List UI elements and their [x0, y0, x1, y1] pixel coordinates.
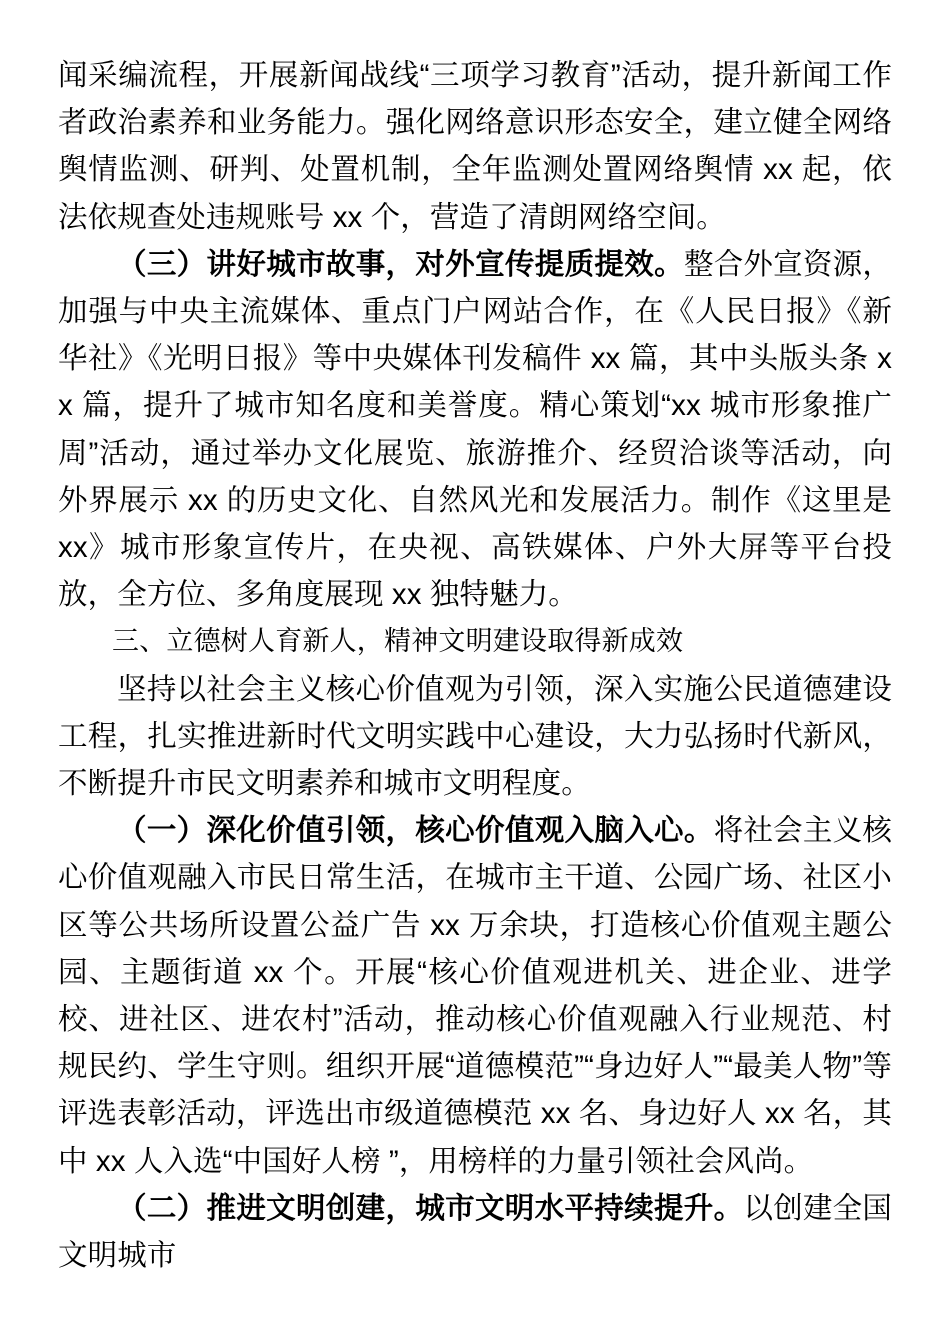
- paragraph-deepen-value-guidance: [58, 807, 892, 1185]
- paragraph-body-sub-one: 将社会主义核心价值观融入市民日常生活，在城市主干道、公园广场、社区小区等公共场所设置公益广告 xx 万余块，打造核心价值观主题公园、主题街道 xx 个。开展“核心价值观进机关、进企业、进学校、进社区、进农村”活动，推动核心价值观融入行业规范、村规民约、学生守则。组织开展“道德模范”“身边好人”“最美人物”等评选表彰活动，评选出市级道德模范 xx 名、身边好人 xx 名，其中 xx 人入选“中国好人榜 ”，用榜样的力量引领社会风尚。: [58, 814, 892, 1178]
- document-text-column: [58, 52, 892, 1344]
- paragraph-lead-sub-two: （二）推进文明创建，城市文明水平持续提升。: [117, 1191, 744, 1225]
- paragraph-lead-sub-one: （一）深化价值引领，核心价值观入脑入心。: [117, 814, 714, 848]
- paragraph-news-editing-process: 闻采编流程，开展新闻战线“三项学习教育”活动，提升新闻工作者政治素养和业务能力。强化网络意识形态安全，建立健全网络舆情监测、研判、处置机制，全年监测处置网络舆情 xx 起，依法依规查处违规账号 xx 个，营造了清朗网络空间。: [58, 59, 892, 234]
- paragraph-city-story-external-publicity: [58, 241, 892, 619]
- paragraph-body-sub-two: 以创建全国文明城市: [58, 1191, 892, 1273]
- paragraph-body-section-three-sub-three: 整合外宣资源，加强与中央主流媒体、重点门户网站合作，在《人民日报》《新华社》《光明日报》等中央媒体刊发稿件 xx 篇，其中头版头条 xx 篇，提升了城市知名度和美誉度。精心策划“xx 城市形象推广周”活动，通过举办文化展览、旅游推介、经贸洽谈等活动，向外界展示 xx 的历史文化、自然风光和发展活力。制作《这里是 xx》城市形象宣传片，在央视、高铁媒体、户外大屏等平台投放，全方位、多角度展现 xx 独特魅力。: [58, 247, 892, 612]
- page-bottom-margin: [58, 1279, 892, 1344]
- paragraph-core-values-overview: 坚持以社会主义核心价值观为引领，深入实施公民道德建设工程，扎实推进新时代文明实践中心建设，大力弘扬时代新风，不断提升市民文明素养和城市文明程度。: [58, 672, 892, 801]
- section-heading-three: 三、立德树人育新人，精神文明建设取得新成效: [112, 626, 684, 657]
- paragraph-lead-section-three-sub-three: （三）讲好城市故事，对外宣传提质提效。: [117, 247, 684, 281]
- paragraph-promote-civilization-creation: [58, 1185, 892, 1279]
